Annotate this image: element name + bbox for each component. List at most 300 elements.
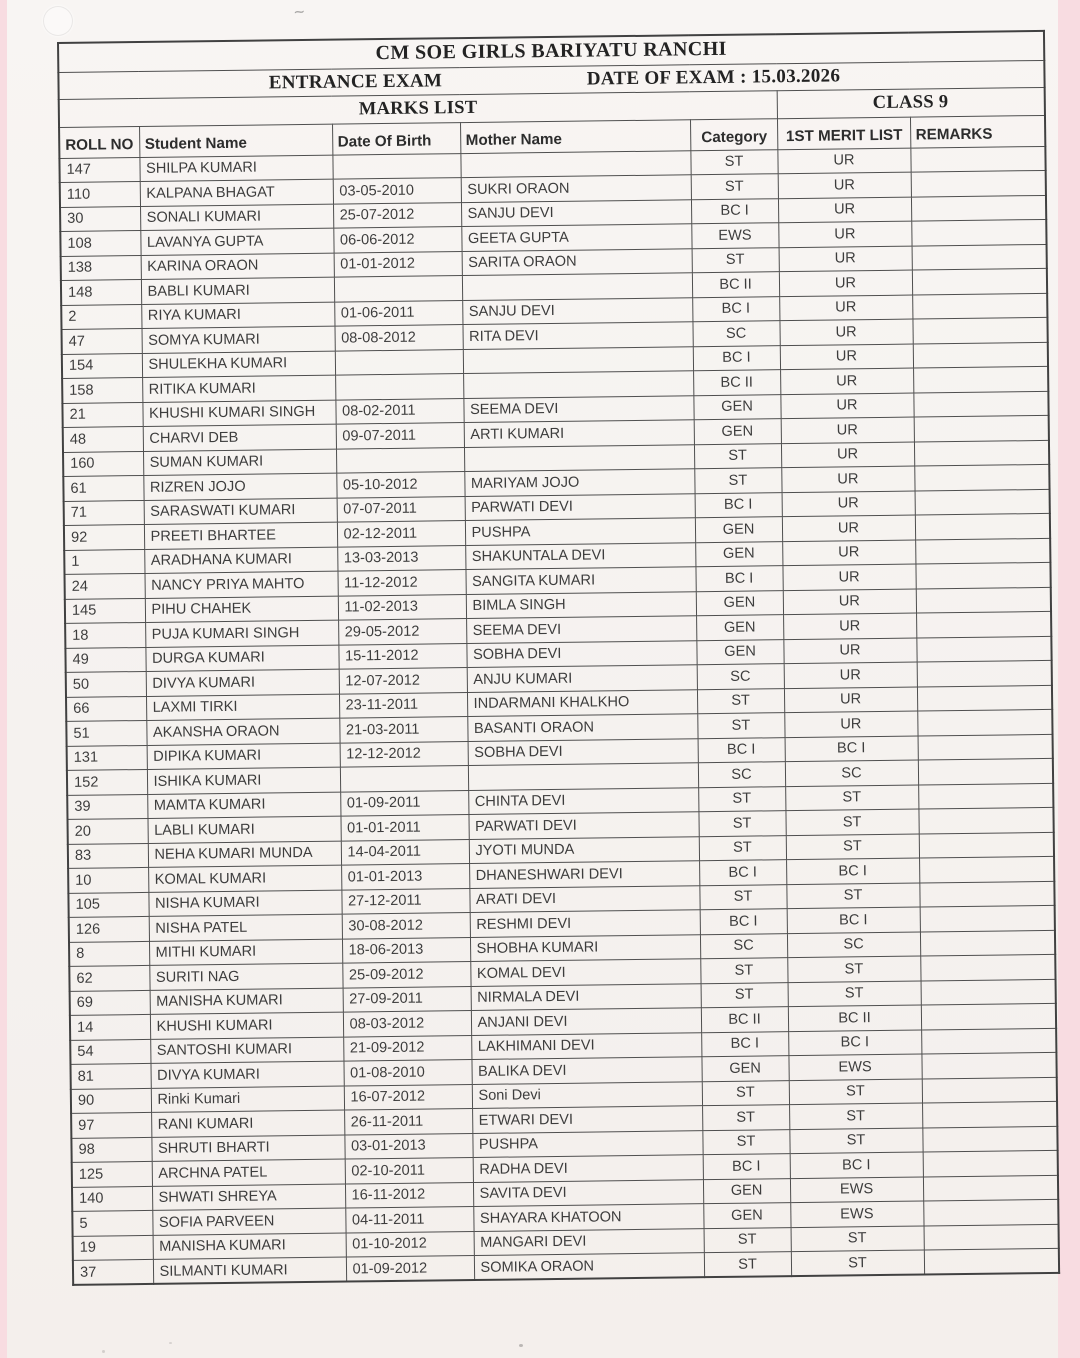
cell-dob: 11-02-2013 bbox=[338, 594, 466, 620]
cell-roll-no: 154 bbox=[62, 353, 142, 378]
col-header-mother-name: Mother Name bbox=[460, 119, 690, 153]
cell-student-name: KALPANA BHAGAT bbox=[140, 179, 333, 206]
cell-roll-no: 10 bbox=[68, 867, 148, 892]
cell-merit-list: ST bbox=[787, 956, 920, 982]
school-title: CM SOE GIRLS BARIYATU RANCHI bbox=[58, 31, 1044, 72]
cell-category: ST bbox=[698, 786, 785, 812]
cell-category: ST bbox=[692, 247, 779, 273]
cell-category: ST bbox=[701, 982, 788, 1008]
cell-student-name: RITIKA KUMARI bbox=[142, 375, 335, 402]
cell-category: ST bbox=[702, 1129, 789, 1155]
cell-remarks bbox=[911, 195, 1046, 221]
cell-dob: 01-08-2010 bbox=[343, 1060, 471, 1086]
cell-dob bbox=[334, 276, 462, 302]
cell-dob: 16-07-2012 bbox=[344, 1084, 472, 1110]
col-header-merit-list: 1ST MERIT LIST bbox=[777, 117, 910, 150]
cell-roll-no: 83 bbox=[68, 843, 148, 868]
cell-remarks bbox=[917, 660, 1052, 686]
cell-student-name: LAXMI TIRKI bbox=[146, 694, 339, 721]
cell-roll-no: 92 bbox=[64, 524, 144, 549]
cell-student-name: SOMYA KUMARI bbox=[142, 326, 335, 353]
cell-mother-name bbox=[463, 346, 693, 373]
cell-merit-list: UR bbox=[780, 368, 913, 394]
cell-category: GEN bbox=[695, 541, 782, 567]
cell-category: ST bbox=[704, 1252, 791, 1278]
cell-student-name: RANI KUMARI bbox=[151, 1110, 344, 1137]
cell-remarks bbox=[916, 611, 1051, 637]
cell-remarks bbox=[912, 317, 1047, 343]
cell-roll-no: 110 bbox=[60, 181, 140, 206]
cell-dob: 12-12-2012 bbox=[340, 741, 468, 767]
cell-category: BC I bbox=[699, 860, 786, 886]
cell-roll-no: 39 bbox=[67, 794, 147, 819]
cell-mother-name: MARIYAM JOJO bbox=[464, 469, 694, 496]
cell-dob: 13-03-2013 bbox=[337, 545, 465, 571]
cell-student-name: LABLI KUMARI bbox=[147, 816, 340, 843]
cell-student-name: SURITI NAG bbox=[149, 963, 342, 990]
cell-student-name: SUMAN KUMARI bbox=[143, 449, 336, 476]
cell-dob: 03-05-2010 bbox=[333, 178, 461, 204]
cell-dob: 11-12-2012 bbox=[337, 570, 465, 596]
cell-merit-list: UR bbox=[782, 564, 915, 590]
cell-category: ST bbox=[694, 468, 781, 494]
cell-remarks bbox=[916, 636, 1051, 662]
cell-remarks bbox=[913, 366, 1048, 392]
cell-category: BC I bbox=[701, 1031, 788, 1057]
cell-remarks bbox=[924, 1248, 1059, 1274]
cell-dob: 25-09-2012 bbox=[342, 962, 470, 988]
cell-dob: 27-09-2011 bbox=[343, 986, 471, 1012]
scan-speck bbox=[102, 1350, 105, 1353]
cell-remarks bbox=[919, 881, 1054, 907]
cell-dob: 08-02-2011 bbox=[335, 398, 463, 424]
cell-merit-list: BC I bbox=[785, 736, 918, 762]
cell-category: ST bbox=[704, 1227, 791, 1253]
cell-student-name: PIHU CHAHEK bbox=[145, 596, 338, 623]
cell-category: BC I bbox=[691, 198, 778, 224]
cell-merit-list: UR bbox=[782, 491, 915, 517]
col-header-student-name: Student Name bbox=[139, 124, 332, 157]
cell-mother-name: PUSHPA bbox=[472, 1130, 702, 1157]
cell-dob: 03-01-2013 bbox=[344, 1133, 472, 1159]
cell-roll-no: 145 bbox=[65, 598, 145, 623]
cell-dob: 01-01-2012 bbox=[334, 251, 462, 277]
cell-remarks bbox=[915, 562, 1050, 588]
cell-remarks bbox=[915, 489, 1050, 515]
cell-category: ST bbox=[694, 443, 781, 469]
cell-remarks bbox=[922, 1126, 1057, 1152]
cell-merit-list: UR bbox=[778, 221, 911, 247]
cell-category: ST bbox=[698, 811, 785, 837]
cell-student-name: DIPIKA KUMARI bbox=[147, 743, 340, 770]
cell-mother-name bbox=[463, 371, 693, 398]
cell-merit-list: BC I bbox=[787, 907, 920, 933]
cell-merit-list: UR bbox=[782, 540, 915, 566]
marks-table bbox=[57, 30, 1060, 1286]
cell-student-name: SILMANTI KUMARI bbox=[153, 1257, 346, 1284]
cell-mother-name bbox=[460, 150, 690, 177]
cell-dob: 04-11-2011 bbox=[345, 1207, 473, 1233]
cell-remarks bbox=[919, 832, 1054, 858]
cell-student-name: DIVYA KUMARI bbox=[150, 1061, 343, 1088]
cell-merit-list: UR bbox=[781, 442, 914, 468]
cell-remarks bbox=[914, 415, 1049, 441]
cell-student-name: MANISHA KUMARI bbox=[150, 988, 343, 1015]
cell-student-name: PREETI BHARTEE bbox=[144, 522, 337, 549]
cell-roll-no: 24 bbox=[65, 573, 145, 598]
cell-mother-name bbox=[464, 444, 694, 471]
cell-roll-no: 30 bbox=[60, 206, 140, 231]
cell-roll-no: 148 bbox=[61, 279, 141, 304]
cell-category: GEN bbox=[693, 394, 780, 420]
cell-merit-list: UR bbox=[779, 295, 912, 321]
cell-category: ST bbox=[691, 174, 778, 200]
exam-date: DATE OF EXAM : 15.03.2026 bbox=[586, 64, 841, 90]
cell-mother-name: JYOTI MUNDA bbox=[469, 836, 699, 863]
cell-roll-no: 108 bbox=[60, 230, 140, 255]
cell-student-name: DIVYA KUMARI bbox=[146, 669, 339, 696]
cell-student-name: KHUSHI KUMARI SINGH bbox=[142, 400, 335, 427]
cell-roll-no: 21 bbox=[62, 402, 142, 427]
cell-remarks bbox=[923, 1175, 1058, 1201]
cell-category: ST bbox=[697, 688, 784, 714]
cell-student-name: MAMTA KUMARI bbox=[147, 792, 340, 819]
cell-category: BC II bbox=[701, 1007, 788, 1033]
cell-student-name: PUJA KUMARI SINGH bbox=[145, 620, 338, 647]
cell-category: ST bbox=[702, 1080, 789, 1106]
cell-dob bbox=[332, 153, 460, 179]
cell-remarks bbox=[913, 342, 1048, 368]
cell-student-name: MITHI KUMARI bbox=[149, 939, 342, 966]
cell-roll-no: 2 bbox=[61, 304, 141, 329]
cell-remarks bbox=[920, 905, 1055, 931]
cell-mother-name: KOMAL DEVI bbox=[470, 959, 700, 986]
cell-merit-list: UR bbox=[780, 344, 913, 370]
cell-remarks bbox=[918, 807, 1053, 833]
cell-mother-name: SHAKUNTALA DEVI bbox=[465, 542, 695, 569]
marks-list-document bbox=[57, 30, 1060, 1286]
cell-roll-no: 8 bbox=[69, 941, 149, 966]
cell-dob: 08-03-2012 bbox=[343, 1011, 471, 1037]
cell-mother-name: SOBHA DEVI bbox=[466, 640, 696, 667]
cell-mother-name: SOBHA DEVI bbox=[468, 738, 698, 765]
cell-roll-no: 125 bbox=[72, 1161, 152, 1186]
cell-merit-list: EWS bbox=[790, 1201, 923, 1227]
cell-dob bbox=[335, 374, 463, 400]
cell-remarks bbox=[913, 391, 1048, 417]
cell-merit-list: ST bbox=[789, 1079, 922, 1105]
cell-mother-name: CHINTA DEVI bbox=[468, 787, 698, 814]
cell-roll-no: 1 bbox=[64, 549, 144, 574]
cell-remarks bbox=[922, 1101, 1057, 1127]
cell-mother-name: SOMIKA ORAON bbox=[474, 1253, 704, 1280]
cell-dob: 06-06-2012 bbox=[333, 227, 461, 253]
cell-mother-name: ARTI KUMARI bbox=[464, 420, 694, 447]
cell-category: ST bbox=[702, 1105, 789, 1131]
cell-remarks bbox=[915, 538, 1050, 564]
cell-dob: 01-10-2012 bbox=[346, 1231, 474, 1257]
cell-roll-no: 47 bbox=[62, 328, 142, 353]
cell-remarks bbox=[920, 954, 1055, 980]
cell-student-name: RIZREN JOJO bbox=[143, 473, 336, 500]
cell-category: BC I bbox=[695, 566, 782, 592]
cell-roll-no: 14 bbox=[70, 1014, 150, 1039]
cell-student-name: SHILPA KUMARI bbox=[139, 155, 332, 182]
cell-remarks bbox=[915, 513, 1050, 539]
cell-mother-name: BASANTI ORAON bbox=[467, 714, 697, 741]
cell-mother-name: NIRMALA DEVI bbox=[471, 983, 701, 1010]
cell-roll-no: 20 bbox=[67, 818, 147, 843]
cell-merit-list: BC I bbox=[790, 1152, 923, 1178]
cell-mother-name: PUSHPA bbox=[465, 518, 695, 545]
cell-student-name: MANISHA KUMARI bbox=[153, 1233, 346, 1260]
cell-mother-name: PARWATI DEVI bbox=[468, 812, 698, 839]
cell-merit-list: UR bbox=[781, 417, 914, 443]
cell-merit-list: ST bbox=[791, 1250, 924, 1276]
cell-merit-list: UR bbox=[778, 197, 911, 223]
cell-merit-list: UR bbox=[779, 270, 912, 296]
cell-student-name: DURGA KUMARI bbox=[145, 645, 338, 672]
cell-category: BC I bbox=[700, 909, 787, 935]
cell-remarks bbox=[920, 930, 1055, 956]
cell-merit-list: UR bbox=[783, 638, 916, 664]
cell-merit-list: UR bbox=[783, 613, 916, 639]
cell-category: BC I bbox=[693, 345, 780, 371]
cell-student-name: SHWATI SHREYA bbox=[152, 1184, 345, 1211]
cell-student-name: NISHA KUMARI bbox=[148, 890, 341, 917]
cell-roll-no: 54 bbox=[70, 1039, 150, 1064]
cell-student-name: CHARVI DEB bbox=[143, 424, 336, 451]
cell-dob: 01-01-2013 bbox=[341, 864, 469, 890]
cell-roll-no: 126 bbox=[69, 916, 149, 941]
cell-category: SC bbox=[692, 321, 779, 347]
cell-dob: 25-07-2012 bbox=[333, 202, 461, 228]
cell-dob: 16-11-2012 bbox=[345, 1182, 473, 1208]
cell-roll-no: 140 bbox=[72, 1186, 152, 1211]
cell-merit-list: UR bbox=[781, 466, 914, 492]
cell-roll-no: 158 bbox=[62, 377, 142, 402]
cell-remarks bbox=[917, 709, 1052, 735]
cell-student-name: ARADHANA KUMARI bbox=[144, 547, 337, 574]
cell-mother-name: SHOBHA KUMARI bbox=[470, 934, 700, 961]
cell-mother-name: Soni Devi bbox=[472, 1081, 702, 1108]
cell-dob: 15-11-2012 bbox=[338, 643, 466, 669]
cell-roll-no: 49 bbox=[65, 647, 145, 672]
cell-merit-list: ST bbox=[785, 785, 918, 811]
scan-speck bbox=[169, 1342, 172, 1344]
cell-merit-list: UR bbox=[779, 246, 912, 272]
cell-mother-name: SUKRI ORAON bbox=[461, 175, 691, 202]
cell-merit-list: ST bbox=[788, 981, 921, 1007]
cell-merit-list: BC I bbox=[788, 1030, 921, 1056]
cell-category: GEN bbox=[696, 615, 783, 641]
cell-dob: 29-05-2012 bbox=[338, 619, 466, 645]
cell-roll-no: 105 bbox=[68, 892, 148, 917]
cell-mother-name: GEETA GUPTA bbox=[461, 224, 691, 251]
class-label: CLASS 9 bbox=[777, 87, 1045, 118]
cell-remarks bbox=[911, 219, 1046, 245]
cell-student-name: SARASWATI KUMARI bbox=[144, 498, 337, 525]
cell-dob: 05-10-2012 bbox=[336, 472, 464, 498]
cell-mother-name: SANJU DEVI bbox=[462, 297, 692, 324]
cell-dob bbox=[336, 447, 464, 473]
cell-dob: 02-10-2011 bbox=[345, 1158, 473, 1184]
cell-category: BC I bbox=[695, 492, 782, 518]
cell-roll-no: 160 bbox=[63, 451, 143, 476]
cell-dob: 26-11-2011 bbox=[344, 1109, 472, 1135]
cell-dob: 12-07-2012 bbox=[339, 668, 467, 694]
cell-remarks bbox=[921, 1028, 1056, 1054]
cell-dob bbox=[340, 766, 468, 792]
cell-student-name: AKANSHA ORAON bbox=[146, 718, 339, 745]
cell-dob: 08-08-2012 bbox=[334, 325, 462, 351]
cell-dob bbox=[335, 349, 463, 375]
col-header-category: Category bbox=[690, 118, 777, 150]
cell-mother-name: RESHMI DEVI bbox=[470, 910, 700, 937]
marks-table-body bbox=[59, 146, 1059, 1285]
cell-roll-no: 97 bbox=[71, 1112, 151, 1137]
cell-dob: 01-06-2011 bbox=[334, 300, 462, 326]
cell-remarks bbox=[916, 587, 1051, 613]
cell-merit-list: UR bbox=[784, 711, 917, 737]
cell-mother-name: SANJU DEVI bbox=[461, 199, 691, 226]
cell-category: BC I bbox=[698, 737, 785, 763]
cell-mother-name: BIMLA SINGH bbox=[466, 591, 696, 618]
cell-remarks bbox=[912, 244, 1047, 270]
cell-mother-name: ETWARI DEVI bbox=[472, 1106, 702, 1133]
cell-category: EWS bbox=[691, 223, 778, 249]
cell-remarks bbox=[917, 685, 1052, 711]
cell-student-name: KARINA ORAON bbox=[141, 253, 334, 280]
cell-merit-list: ST bbox=[791, 1226, 924, 1252]
cell-remarks bbox=[921, 1003, 1056, 1029]
cell-mother-name bbox=[468, 763, 698, 790]
cell-remarks bbox=[924, 1224, 1059, 1250]
cell-mother-name: SAVITA DEVI bbox=[473, 1179, 703, 1206]
cell-merit-list: SC bbox=[787, 932, 920, 958]
cell-mother-name: SEEMA DEVI bbox=[463, 395, 693, 422]
cell-remarks bbox=[923, 1150, 1058, 1176]
cell-roll-no: 19 bbox=[73, 1235, 153, 1260]
cell-category: GEN bbox=[696, 639, 783, 665]
cell-category: GEN bbox=[701, 1056, 788, 1082]
cell-merit-list: UR bbox=[778, 172, 911, 198]
cell-remarks bbox=[921, 1052, 1056, 1078]
cell-dob: 01-09-2011 bbox=[340, 790, 468, 816]
cell-mother-name: SARITA ORAON bbox=[462, 248, 692, 275]
cell-roll-no: 62 bbox=[69, 965, 149, 990]
cell-student-name: RIYA KUMARI bbox=[141, 302, 334, 329]
cell-merit-list: SC bbox=[785, 760, 918, 786]
punch-hole bbox=[43, 6, 73, 36]
cell-remarks bbox=[922, 1077, 1057, 1103]
cell-student-name: LAVANYA GUPTA bbox=[140, 228, 333, 255]
cell-merit-list: UR bbox=[780, 393, 913, 419]
cell-mother-name: ARATI DEVI bbox=[469, 885, 699, 912]
cell-mother-name: ANJU KUMARI bbox=[467, 665, 697, 692]
cell-category: ST bbox=[697, 713, 784, 739]
cell-category: BC II bbox=[692, 272, 779, 298]
cell-category: BC I bbox=[692, 296, 779, 322]
cell-merit-list: UR bbox=[784, 662, 917, 688]
cell-category: ST bbox=[690, 149, 777, 175]
cell-merit-list: UR bbox=[783, 589, 916, 615]
cell-roll-no: 147 bbox=[59, 157, 139, 182]
cell-merit-list: BC II bbox=[788, 1005, 921, 1031]
cell-category: GEN bbox=[695, 517, 782, 543]
cell-roll-no: 98 bbox=[71, 1137, 151, 1162]
cell-roll-no: 5 bbox=[72, 1210, 152, 1235]
cell-mother-name: BALIKA DEVI bbox=[471, 1057, 701, 1084]
cell-remarks bbox=[914, 440, 1049, 466]
cell-student-name: SHRUTI BHARTI bbox=[151, 1135, 344, 1162]
cell-remarks bbox=[918, 783, 1053, 809]
cell-merit-list: UR bbox=[777, 148, 910, 174]
cell-dob: 21-03-2011 bbox=[339, 717, 467, 743]
cell-roll-no: 71 bbox=[64, 500, 144, 525]
cell-remarks bbox=[918, 734, 1053, 760]
cell-roll-no: 61 bbox=[63, 475, 143, 500]
cell-mother-name: SEEMA DEVI bbox=[466, 616, 696, 643]
cell-mother-name: ANJANI DEVI bbox=[471, 1008, 701, 1035]
cell-remarks bbox=[918, 758, 1053, 784]
cell-category: GEN bbox=[703, 1178, 790, 1204]
cell-roll-no: 69 bbox=[70, 990, 150, 1015]
cell-merit-list: ST bbox=[785, 809, 918, 835]
cell-remarks bbox=[919, 856, 1054, 882]
cell-roll-no: 66 bbox=[66, 696, 146, 721]
cell-mother-name: SANGITA KUMARI bbox=[465, 567, 695, 594]
cell-merit-list: ST bbox=[789, 1128, 922, 1154]
cell-student-name: SHULEKHA KUMARI bbox=[142, 351, 335, 378]
cell-roll-no: 152 bbox=[67, 769, 147, 794]
cell-student-name: ARCHNA PATEL bbox=[152, 1159, 345, 1186]
scan-speck bbox=[519, 1344, 523, 1347]
cell-category: GEN bbox=[703, 1203, 790, 1229]
cell-dob: 18-06-2013 bbox=[342, 937, 470, 963]
cell-student-name: KOMAL KUMARI bbox=[148, 865, 341, 892]
cell-merit-list: UR bbox=[782, 515, 915, 541]
cell-remarks bbox=[910, 146, 1045, 172]
cell-category: ST bbox=[700, 958, 787, 984]
cell-category: ST bbox=[699, 835, 786, 861]
cell-dob: 14-04-2011 bbox=[341, 839, 469, 865]
cell-merit-list: ST bbox=[789, 1103, 922, 1129]
cell-student-name: SANTOSHI KUMARI bbox=[150, 1037, 343, 1064]
cell-remarks bbox=[912, 293, 1047, 319]
cell-category: ST bbox=[699, 884, 786, 910]
cell-roll-no: 37 bbox=[73, 1259, 153, 1284]
cell-student-name: NISHA PATEL bbox=[149, 914, 342, 941]
cell-dob: 01-01-2011 bbox=[340, 815, 468, 841]
cell-merit-list: EWS bbox=[788, 1054, 921, 1080]
col-header-roll-no: ROLL NO bbox=[59, 126, 139, 158]
cell-student-name: KHUSHI KUMARI bbox=[150, 1012, 343, 1039]
cell-mother-name: MANGARI DEVI bbox=[474, 1228, 704, 1255]
cell-roll-no: 18 bbox=[65, 622, 145, 647]
cell-mother-name: RADHA DEVI bbox=[473, 1155, 703, 1182]
cell-remarks bbox=[914, 464, 1049, 490]
cell-mother-name: DHANESHWARI DEVI bbox=[469, 861, 699, 888]
cell-merit-list: ST bbox=[786, 883, 919, 909]
cell-category: GEN bbox=[694, 419, 781, 445]
cell-dob: 02-12-2011 bbox=[337, 521, 465, 547]
cell-mother-name: INDARMANI KHALKHO bbox=[467, 689, 697, 716]
cell-merit-list: ST bbox=[786, 834, 919, 860]
cell-roll-no: 50 bbox=[66, 671, 146, 696]
cell-student-name: Rinki Kumari bbox=[151, 1086, 344, 1113]
cell-student-name: ISHIKA KUMARI bbox=[147, 767, 340, 794]
